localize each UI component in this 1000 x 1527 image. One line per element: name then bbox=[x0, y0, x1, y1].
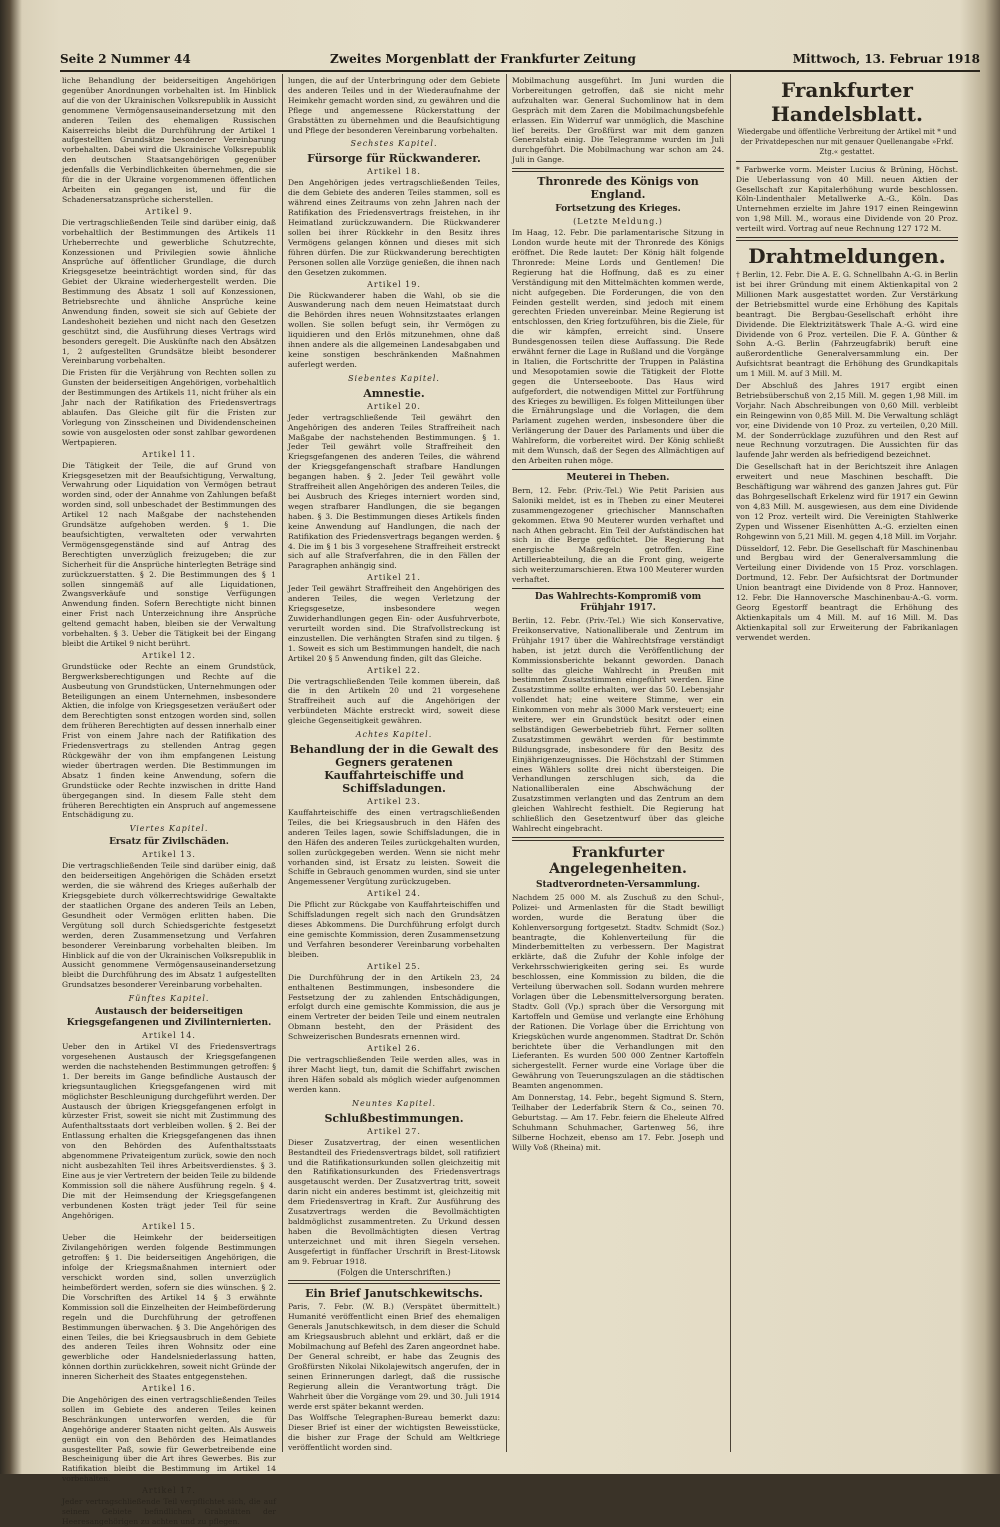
section-heading: Ein Brief Janutschkewitschs. bbox=[305, 1287, 483, 1301]
section-subheading: Fortsetzung des Krieges. bbox=[555, 204, 681, 215]
article-number: Artikel 23. bbox=[367, 797, 421, 807]
section-heading: Meuterei in Theben. bbox=[566, 472, 670, 483]
signature-note: (Folgen die Unterschriften.) bbox=[337, 1268, 451, 1278]
section-heading: Schlußbestimmungen. bbox=[324, 1111, 464, 1125]
chapter-label: Sechstes Kapitel. bbox=[350, 139, 438, 149]
paragraph: Jeder Teil gewährt Straffreiheit den Angehörigen des anderen Teiles, die wegen Verletzung der Kriegsgesetze, insbesondere wegen Zuwiderhandlungen gegen Ein- oder Ausfuhrverbote, verurteilt worden sind. Die Strafvollstreckung ist einzustellen. Die verhängten Strafen sind zu tilgen. § 1. Soweit es sich um Bestimmungen handelt, die nach Artikel 20 § 5 Anwendung finden, gilt das Gleiche. bbox=[288, 584, 500, 663]
article-number: Artikel 24. bbox=[367, 889, 421, 899]
paragraph: Die vertragschließenden Teile sind darüber einig, daß den beiderseitigen Angehörigen die Schäden ersetzt werden, die sie während des Krieges außerhalb der Kriegsgebiete durch völkerrechtswidrige Gewaltakte der staatlichen Organe des anderen Teils an Leben, Gesundheit oder Vermögen erlitten haben. Die Vergütung soll durch Schiedsgerichte festgesetzt werden, deren Zusammensetzung und Verfahren besonderer Vereinbarung vorbehalten bleiben. Im Hinblick auf die von der Ukrainischen Volksrepublik in Aussicht genommene Vermögensauseinandersetzung bleibt die Durchführung des im Absatz 1 aufgestellten Grundsatzes besonderer Vereinbarung vorbehalten. bbox=[62, 861, 276, 990]
paragraph: Ueber den in Artikel VI des Friedensvertrags vorgesehenen Austausch der Kriegsgefangenen werden die nachstehenden Bestimmungen getroffen: § 1. Der bereits im Gange befindliche Austausch der kriegsuntauglichen Kriegsgefangenen wird mit möglichster Beschleunigung durchgeführt werden. Der Austausch der übrigen Kriegsgefangenen erfolgt in kürzester Frist, soweit sie nicht mit Zustimmung des Aufenthaltsstaats dort verbleiben wollen. § 2. Bei der Entlassung erhalten die Kriegsgefangenen das ihnen von den Behörden des Aufenthaltsstaats abgenommene Privateigentum zurück, sowie den noch nicht ausbezahlten Teil ihres Arbeitsverdienstes. § 3. Eine aus je vier Vertretern der beiden Teile zu bildende Kommission soll die nähere Ausführung regeln. § 4. Die mit der Heimsendung der Kriegsgefangenen verbundenen Kosten trägt jeder Teil für seine Angehörigen. bbox=[62, 1042, 276, 1220]
section-rule bbox=[512, 588, 724, 589]
reprint-notice: Wiedergabe und öffentliche Verbreitung der Artikel mit * und der Privatdepeschen nur mit genauer Quellenangabe »Frkf. Ztg.« gestattet. bbox=[737, 128, 957, 156]
article-number: Artikel 21. bbox=[367, 573, 421, 583]
paragraph: Die vertragschließenden Teile sind darüber einig, daß vorbehaltlich der Bestimmungen des Artikels 11 Urheberrechte und gewerbliche Schutzrechte, Konzessionen und Privilegien sowie ähnliche Ansprüche auf öffentlicher Grundlage, die durch Kriegsgesetze beeinträchtigt worden sind, für das Gebiet der Ukraine wiederhergestellt werden. Die Bestimmung des Absatz 1 soll auf Konzessionen, Betriebsrechte und ähnliche Ansprüche keine Anwendung finden, soweit sie sich auf Gebiete der Landeshoheit beziehen und nicht nach den Gesetzen geschützt sind, die Ausführung dieses Vertrags wird besonders geregelt. Die Auskünfte nach den Absätzen 1, 2 aufgestellten Grundsätze bleibt besonderer Vereinbarung vorbehalten. bbox=[62, 217, 276, 366]
paragraph: Kauffahrteischiffe des einen vertragschließenden Teiles, die bei Kriegsausbruch in den Häfen des anderen Teiles lagen, sowie Schiffsladungen, die in den Häfen des anderen Teiles zurückgehalten wurden, sollen zurückgegeben werden. Wenn sie nicht mehr vorhanden sind, ist Ersatz zu leisten. Soweit die Schiffe in Gebrauch genommen wurden, sind sie unter Angemessener Vergütung zurückzugeben. bbox=[288, 808, 500, 887]
paragraph: Die vertragschließenden Teile werden alles, was in ihrer Macht liegt, tun, damit die Schiffahrt zwischen ihren Häfen sobald als möglich wieder aufgenommen werden kann. bbox=[288, 1055, 500, 1094]
paragraph: Im Haag, 12. Febr. Die parlamentarische Sitzung in London wurde heute mit der Thronrede des Königs eröffnet. Die Rede lautet: Der König hält folgende Thronrede: Meine Lords und Gentlemen! Die Regierung hat die Hoffnung, daß es zu einer Verständigung mit den Mittelmächten kommen werde, nicht aufgegeben. Die Forderungen, die von den Feinden gestellt werden, sind jedoch mit einem gerechten Frieden unvereinbar. Meine Regierung ist entschlossen, den Krieg fortzuführen, bis die Ziele, für die wir kämpfen, erreicht sind. Unsere Bundesgenossen teilen diese Auffassung. Die Rede erwähnt ferner die Lage in Rußland und die Vorgänge in Italien, die Fortschritte der Truppen in Palästina und Mesopotamien sowie die Tätigkeit der Flotte gegen die Unterseeboote. Das Haus wird aufgefordert, die notwendigen Mittel zur Fortführung des Krieges zu bewilligen. Es folgen Mitteilungen über die Ernährungslage und die Vorlagen, die dem Parlament zugehen werden, insbesondere über die Verlängerung der Dauer des Parlaments und über die Wahlreform, die vorbereitet wird. Der König schließt mit dem Wunsch, daß der Segen des Allmächtigen auf den Arbeiten ruhen möge. bbox=[512, 228, 724, 465]
column-2 bbox=[288, 76, 500, 1452]
article-number: Artikel 26. bbox=[367, 1044, 421, 1054]
paragraph: Am Donnerstag, 14. Febr., begeht Sigmund S. Stern, Teilhaber der Lederfabrik Stern & Co., seinen 70. Geburtstag. — Am 17. Febr. feiern die Eheleute Alfred Schuhmann Schuhmacher, Gartenweg 56, ihre Silberne Hochzeit, ebenso am 17. Febr. Joseph und Willy Voß (Rheina) mit. bbox=[512, 1093, 724, 1152]
newspaper-edition-title: Zweites Morgenblatt der Frankfurter Zeitung bbox=[330, 52, 636, 66]
paragraph: Die Pflicht zur Rückgabe von Kauffahrteischiffen und Schiffsladungen regelt sich nach den Grundsätzen dieses Abkommens. Die Durchführung erfolgt durch eine gemischte Kommission, deren Zusammensetzung und Verfahren besonderer Vereinbarung vorbehalten bleiben. bbox=[288, 900, 500, 959]
article-number: Artikel 16. bbox=[142, 1384, 196, 1394]
article-number: Artikel 12. bbox=[142, 650, 196, 660]
paragraph: Jeder vertragschließende Teil verpflichtet sich, die auf seinem Gebiete befindlichen Grabstätten der Heeresangehörigen zu achten und zu pflegen. bbox=[62, 1497, 276, 1526]
paragraph: Nachdem 25 000 M. als Zuschuß zu den Schul-, Polizei- und Armenlasten für die Stadt bewilligt worden, wurde die Beratung über die Kohlenversorgung fortgesetzt. Stadtv. Schmidt (Soz.) beantragte, die Kohlenverteilung für die Minderbemittelten zu verbessern. Der Magistrat erklärte, daß die Zufuhr der Kohle infolge der Verkehrsschwierigkeiten gering sei. Es wurde beschlossen, eine Kommission zu bilden, die die Verteilung überwachen soll. Sodann wurden mehrere Vorlagen über die Lebensmittelversorgung beraten. Stadtv. Goll (Vp.) sprach über die Versorgung mit Kartoffeln und Gemüse und verlangte eine Erhöhung der Rationen. Die Vorlage über die Errichtung von Kriegsküchen wurde angenommen. Stadtrat Dr. Schön berichtete über die Verhandlungen mit den Lieferanten. Es wurden 500 000 Zentner Kartoffeln sichergestellt. Ferner wurde eine Vorlage über die Gewährung von Teuerungszulagen an die städtischen Beamten angenommen. bbox=[512, 892, 724, 1091]
issue-date: Mittwoch, 13. Februar 1918 bbox=[792, 52, 980, 66]
section-heading: Fürsorge für Rückwanderer. bbox=[307, 152, 481, 166]
paragraph: * Farbwerke vorm. Meister Lucius & Brüning, Höchst. Die Ueberlassung von 40 Mill. neuen Aktien der Gesellschaft zur Kapitalerhöhung wurde beschlossen. Köln-Lindenthaler Metallwerke A.-G., Köln. Das Unternehmen erzielte im Jahre 1917 einen Reingewinn von 1,98 Mill. M., woraus eine Dividende von 20 Proz. verteilt wird. Vortrag auf neue Rechnung 127 172 M. bbox=[736, 164, 958, 234]
article-number: Artikel 11. bbox=[142, 449, 196, 459]
paragraph: Die Fristen für die Verjährung von Rechten sollen zu Gunsten der beiderseitigen Angehörigen, vorbehaltlich der Bestimmungen des Artikels 11, nicht früher als ein Jahr nach der Ratifikation des Friedensvertrags ablaufen. Das Gleiche gilt für die Fristen zur Vorlegung von Zinsscheinen und Dividendenscheinen sowie von ausgelosten oder sonst zahlbar gewordenen Wertpapieren. bbox=[62, 368, 276, 447]
article-number: Artikel 17. bbox=[142, 1486, 196, 1496]
paragraph: Mobilmachung ausgeführt. Im Juni wurden die Vorbereitungen getroffen, daß sie nicht mehr aufzuhalten war. General Suchomlinow hat in dem Gespräch mit dem Zaren die Mobilmachungsbefehle erlassen. Ein Widerruf war unmöglich, die Maschine lief bereits. Der Großfürst war mit dem ganzen Generalstab einig. Die Telegramme wurden im Juli durchgeführt. Die Mobilmachung war schon am 24. Juli in Gange. bbox=[512, 76, 724, 165]
section-heading: Ersatz für Zivilschäden. bbox=[109, 837, 229, 848]
section-rule bbox=[736, 161, 958, 162]
article-number: Artikel 22. bbox=[367, 665, 421, 675]
paragraph: Bern, 12. Febr. (Priv.-Tel.) Wie Petit Parisien aus Saloniki meldet, ist es in Theben zu einer Meuterei zusammengezogener griechischer Mannschaften gekommen. Etwa 90 Meuterer wurden verhaftet und nach Athen gebracht. Ein Teil der Aufständischen hat sich in die Berge geflüchtet. Die Regierung hat energische Maßregeln getroffen. Eine Artillerieabteilung, die an die Front ging, weigerte sich weiterzumarschieren. Etwa 100 Meuterer wurden verhaftet. bbox=[512, 485, 724, 585]
paragraph: Düsseldorf, 12. Febr. Die Gesellschaft für Maschinenbau und Bergbau wird der Generalversammlung die Verteilung einer Dividende von 15 Proz. vorschlagen. Dortmund, 12. Febr. Der Aufsichtsrat der Dortmunder Union beantragt eine Dividende von 8 Proz. Hannover, 12. Febr. Die Hannoversche Maschinenbau-A.-G. vorm. Georg Egestorff beantragt die Erhöhung des Aktienkapitals um 4 Mill. M. auf 16 Mill. M. Das Aktienkapital soll zur Erweiterung der Fabrikanlagen verwendet werden. bbox=[736, 543, 958, 642]
dateline-note: (Letzte Meldung.) bbox=[573, 217, 663, 227]
article-number: Artikel 9. bbox=[145, 206, 193, 216]
section-title: Drahtmeldungen. bbox=[748, 244, 946, 269]
paragraph: Paris, 7. Febr. (W. B.) (Verspätet übermittelt.) Humanité veröffentlicht einen Brief des ehemaligen Generals Janutschkewitsch, in dem dieser die Schuld am Kriegsausbruch ablehnt und erklärt, daß er die Mobilmachung auf Befehl des Zaren angeordnet habe. Der General schreibt, er habe das Zeugnis des Großfürsten Nikolai Nikolajewitsch angerufen, der in seinen Erinnerungen darlegt, daß die russische Regierung allein die Verantwortung trägt. Die Wahrheit über die Vorgänge vom 29. und 30. Juli 1914 werde erst später bekannt werden. bbox=[288, 1302, 500, 1411]
article-number: Artikel 25. bbox=[367, 961, 421, 971]
article-number: Artikel 27. bbox=[367, 1126, 421, 1136]
column-3 bbox=[512, 76, 724, 1452]
section-subheading: Stadtverordneten-Versammlung. bbox=[536, 879, 700, 890]
masthead-rule bbox=[60, 70, 980, 72]
chapter-label: Achtes Kapitel. bbox=[355, 730, 433, 740]
section-heading: Amnestie. bbox=[363, 386, 425, 400]
paragraph: Das Wolffsche Telegraphen-Bureau bemerkt dazu: Dieser Brief ist einer der wichtigsten Beweisstücke, die bisher zur Frage der Schuld am Weltkriege veröffentlicht worden sind. bbox=[288, 1413, 500, 1453]
section-rule bbox=[736, 237, 958, 241]
paragraph: Die Tätigkeit der Teile, die auf Grund von Kriegsgesetzen mit der Beaufsichtigung, Verwaltung, Verwahrung oder Liquidation von Vermögen betraut worden sind, oder der Annahme von Zahlungen befaßt worden sind, soll unbeschadet der Bestimmungen des Artikel 12 nach Maßgabe der nachstehenden Grundsätze aufgehoben werden. § 1. Die beaufsichtigten, verwalteten oder verwahrten Vermögensgegenstände sind auf Antrag des Berechtigten unverzüglich freizugeben; die zur Sicherheit für die Ansprüche hinterlegten Beträge sind zurückzuerstatten. § 2. Die Bestimmungen des § 1 sollen sinngemäß auf alle Liquidationen, Zwangsverkäufe und sonstige Verfügungen Anwendung finden. Sofern Berechtigte nicht binnen einer Frist nach Unterzeichnung ihre Ansprüche geltend gemacht haben, bleiben sie der Verwaltung vorbehalten. § 3. Ueber die Tätigkeit bei der Eingang bleibt die Artikel 9 nicht berührt. bbox=[62, 460, 276, 648]
column-divider bbox=[282, 74, 283, 1452]
section-heading: Frankfurter Angelegenheiten. bbox=[549, 844, 687, 877]
section-rule bbox=[288, 1280, 500, 1284]
section-rule bbox=[512, 469, 724, 470]
section-heading: Austausch der beiderseitigen Kriegsgefangenen und Zivilinternierten. bbox=[66, 1007, 272, 1029]
paragraph: lungen, die auf der Unterbringung oder dem Gebiete des anderen Teiles und in der Wiederaufnahme der Heimkehr gemacht worden sind, zu gewähren und die Pflege und angemessene Rückerstattung der Grabstätten zu übernehmen und die Beaufsichtigung und Pflege der besonderen Vereinbarung vorbehalten. bbox=[288, 76, 500, 135]
paragraph: Dieser Zusatzvertrag, der einen wesentlichen Bestandteil des Friedensvertrags bildet, soll ratifiziert und die Ratifikationsurkunden sollen gleichzeitig mit den Ratifikationsurkunden des Friedensvertrags ausgetauscht werden. Der Zusatzvertrag tritt, soweit darin nicht ein anderes bestimmt ist, gleichzeitig mit dem Friedensvertrag in Kraft. Zur Ausführung des Zusatzvertrags werden die Bevollmächtigten baldmöglichst zusammentreten. Zu Urkund dessen haben die Bevollmächtigten diesen Vertrag unterzeichnet und mit ihren Siegeln versehen. Ausgefertigt in fünffacher Urschrift in Brest-Litowsk am 9. Februar 1918. bbox=[288, 1137, 500, 1266]
section-heading: Behandlung der in die Gewalt des Gegners geratenen Kauffahrteischiffe und Schiffsladungen. bbox=[289, 743, 499, 796]
chapter-label: Siebentes Kapitel. bbox=[348, 373, 440, 383]
paragraph: Grundstücke oder Rechte an einem Grundstück, Bergwerksberechtigungen und Rechte auf die Ausbeutung von Grundstücken, Unternehmungen oder Beteiligungen an einem Unternehmen, insbesondere Aktien, die infolge von Kriegsgesetzen veräußert oder dem Berechtigten sonst entzogen worden sind, sollen dem früheren Berechtigten auf dessen innerhalb einer Frist von einem Jahre nach der Ratifikation des Friedensvertrags zu stellenden Antrag gegen Rückgewähr der von ihm empfangenen Leistung wieder übertragen werden. Die Bestimmungen im Absatz 1 finden keine Anwendung, sofern die Grundstücke oder Rechte inzwischen in dritte Hand übergegangen sind. In diesem Falle steht dem früheren Berechtigten ein Anspruch auf angemessene Entschädigung zu. bbox=[62, 661, 276, 820]
paragraph: Ueber die Heimkehr der beiderseitigen Zivilangehörigen werden folgende Bestimmungen getroffen: § 1. Die beiderseitigen Angehörigen, die infolge der Kriegsmaßnahmen interniert oder verschickt worden sind, sollen unverzüglich heimbefördert werden, sofern sie dies wünschen. § 2. Die Vorschriften des Artikel 14 § 3 erwähnte Kommission soll die Einzelheiten der Heimbeförderung regeln und die Durchführung der getroffenen Bestimmungen überwachen. § 3. Die Angehörigen des einen Teiles, die bei Kriegsausbruch in dem Gebiete des anderen Teiles ihren Wohnsitz oder eine gewerbliche oder Handelsniederlassung hatten, können dorthin zurückkehren, soweit nicht Gründe der inneren Sicherheit des Staates entgegenstehen. bbox=[62, 1233, 276, 1382]
column-4 bbox=[736, 76, 958, 1452]
paragraph: Berlin, 12. Febr. (Priv.-Tel.) Wie sich Konservative, Freikonservative, Nationalliberale und Zentrum im Frühjahr 1917 über die Wahlrechtsfrage verständigt haben, ist jetzt durch die Veröffentlichung der Kommissionsberichte bekannt geworden. Danach sollte das gleiche Wahlrecht in Preußen mit bestimmten Zusatzstimmen eingeführt werden. Eine Zusatzstimme sollte erhalten, wer das 50. Lebensjahr vollendet hat; eine weitere Stimme, wer ein Einkommen von mehr als 3000 Mark versteuert; eine weitere, wer ein Grundstück besitzt oder einen selbständigen Gewerbebetrieb führt. Ferner sollten Zusatzstimmen gewährt werden für bestimmte Bildungsgrade, insbesondere für den Besitz des Einjährigenzeugnisses. Die Höchstzahl der Stimmen eines Wählers sollte drei nicht übersteigen. Die Verhandlungen zerschlugen sich, da die Nationalliberalen eine Abschwächung der Zusatzstimmen verlangten und das Zentrum an dem gleichen Wahlrecht festhielt. Die Regierung hat schließlich den Gesetzentwurf über das gleiche Wahlrecht eingebracht. bbox=[512, 615, 724, 833]
section-title: Frankfurter Handelsblatt. bbox=[771, 78, 923, 126]
paragraph: † Berlin, 12. Febr. Die A. E. G. Schnellbahn A.-G. in Berlin ist bei ihrer Gründung mit einem Aktienkapital von 2 Millionen Mark ausgestattet worden. Zur Verstärkung der Betriebsmittel wurde eine Erhöhung des Kapitals beantragt. Die Bergbau-Gesellschaft erhöht ihre Dividende. Die Elektrizitätswerk Thale A.-G. wird eine Dividende von 6 Proz. verteilen. Die F. A. Günther & Sohn A.-G. Berlin (Fahrzeugfabrik) beruft eine außerordentliche Generalversammlung ein. Der Aufsichtsrat beantragt die Erhöhung des Grundkapitals um 1 Mill. M. auf 3 Mill. M. bbox=[736, 270, 958, 379]
paragraph: liche Behandlung der beiderseitigen Angehörigen gegenüber Anordnungen vorbehalten ist. Im Hinblick auf die von der Ukrainischen Volksrepublik in Aussicht genommene Vermögensauseinandersetzung mit den anderen Teilen des ehemaligen Russischen Kaiserreichs bleibt die Durchführung der Artikel 1 aufgestellten Grundsätze besonderer Vereinbarung vorbehalten. Dabei wird die Ukrainische Volksrepublik den deutschen Staatsangehörigen gegenüber jedenfalls die Verbindlichkeiten übernehmen, die sie für die in der Ukraine vorgenommenen öffentlichen Arbeiten ein gegangen ist, und für die Schadenersatzansprüche sicherstellen. bbox=[62, 76, 276, 204]
article-number: Artikel 19. bbox=[367, 279, 421, 289]
chapter-label: Viertes Kapitel. bbox=[129, 824, 209, 834]
article-number: Artikel 15. bbox=[142, 1222, 196, 1232]
paragraph: Der Abschluß des Jahres 1917 ergibt einen Betriebsüberschuß von 2,15 Mill. M. gegen 1,98 Mill. im Vorjahr. Nach Abschreibungen von 0,60 Mill. verbleibt ein Reingewinn von 0,85 Mill. M. Die Verwaltung schlägt vor, eine Dividende von 10 Proz. zu verteilen, 0,20 Mill. M. der Sonderrücklage zuzuführen und den Rest auf neue Rechnung vorzutragen. Die Aussichten für das laufende Jahr werden als befriedigend bezeichnet. bbox=[736, 381, 958, 460]
page-number: Seite 2 Nummer 44 bbox=[60, 52, 191, 66]
paragraph: Den Angehörigen jedes vertragschließenden Teiles, die dem Gebiete des anderen Teiles stammen, soll es während eines Zeitraums von zehn Jahren nach der Ratifikation des Friedensvertrags freistehen, in ihr Heimatland zurückzuwandern. Die Rückwanderer sollen bei ihrer Rückkehr in den Besitz ihres Vermögens gelangen können und dieses mit sich führen dürfen. Die zur Rückwanderung berechtigten Personen sollen alle Vorzüge genießen, die ihnen nach den Gesetzen zukommen. bbox=[288, 178, 500, 277]
section-heading: Thronrede des Königs von England. bbox=[537, 175, 699, 202]
chapter-label: Neuntes Kapitel. bbox=[351, 1098, 437, 1108]
article-number: Artikel 14. bbox=[142, 1031, 196, 1041]
masthead bbox=[60, 52, 980, 68]
paragraph: Die Durchführung der in den Artikeln 23, 24 enthaltenen Bestimmungen, insbesondere die Festsetzung der zu zahlenden Entschädigungen, erfolgt durch eine gemischte Kommission, die aus je einem Vertreter der beiden Teile und einem neutralen Obmann besteht, den der Präsident des Schweizerischen Bundesrats ernennen wird. bbox=[288, 972, 500, 1042]
paragraph: Die vertragschließenden Teile kommen überein, daß die in den Artikeln 20 und 21 vorgesehene Straffreiheit auch auf die Angehörigen der verbündeten Mächte erstreckt wird, soweit diese gleiche Gegenseitigkeit gewähren. bbox=[288, 676, 500, 726]
paragraph: Die Gesellschaft hat in der Berichtszeit ihre Anlagen erweitert und neue Maschinen beschafft. Die Beschäftigung war während des ganzen Jahres gut. Für das Bohrgesellschaft Erkelenz wird für 1917 ein Gewinn von 4,83 Mill. M. ausgewiesen, aus dem eine Dividende von 12 Proz. verteilt wird. Die Vereinigten Stahlwerke Zypen und Wissener Eisenhütten A.-G. erzielten einen Rohgewinn von 5,21 Mill. M. gegen 4,18 Mill. im Vorjahr. bbox=[736, 462, 958, 541]
article-number: Artikel 13. bbox=[142, 850, 196, 860]
section-rule bbox=[512, 168, 724, 172]
paragraph: Die Angehörigen des einen vertragschließenden Teiles sollen im Gebiete des anderen Teiles keinen Beschränkungen unterworfen werden, die für Angehörige anderer Staaten nicht gelten. Als Ausweis genügt ein von den Behörden des Heimatlandes ausgestellter Paß, sowie für Gewerbetreibende eine Bescheinigung über die Art ihres Gewerbes. Bis zur Ratifikation bleibt die Bestimmung im Artikel 14 vorbehalten. bbox=[62, 1395, 276, 1484]
chapter-label: Fünftes Kapitel. bbox=[128, 994, 210, 1004]
article-number: Artikel 20. bbox=[367, 401, 421, 411]
paragraph: Die Rückwanderer haben die Wahl, ob sie die Auswanderung nach dem neuen Heimatstaat durch die Behörden ihres neuen Wohnsitzstaates erlangen wollen. Sie sollen befugt sein, ihr Vermögen zu liquidieren und den Erlös mitzunehmen, ohne daß ihnen andere als die allgemeinen Landesabgaben und keine sonstigen beschränkenden Maßnahmen auferlegt werden. bbox=[288, 290, 500, 369]
column-divider bbox=[730, 74, 731, 1452]
column-1 bbox=[62, 76, 276, 1526]
article-number: Artikel 18. bbox=[367, 167, 421, 177]
section-heading: Das Wahlrechts-Kompromiß vom Frühjahr 1917. bbox=[534, 591, 702, 613]
paragraph: Jeder vertragschließende Teil gewährt den Angehörigen des anderen Teiles Straffreiheit nach Maßgabe der nachstehenden Bestimmungen. § 1. Jeder Teil gewährt volle Straffreiheit den Kriegsgefangenen des anderen Teiles, die während der Kriegsgefangenschaft strafbare Handlungen begangen haben. § 2. Jeder Teil gewährt volle Straffreiheit allen Angehörigen des anderen Teiles, die bei Ausbruch des Krieges interniert worden sind, wegen strafbarer Handlungen, die sie begangen haben. § 3. Die Bestimmungen dieses Artikels finden keine Anwendung auf Handlungen, die nach der Ratifikation des Friedensvertrags begangen werden. § 4. Die im § 1 bis 3 vorgesehene Straffreiheit erstreckt sich auf alle Strafverfahren, die in den Fällen der Paragraphen anhängig sind. bbox=[288, 412, 500, 571]
column-divider bbox=[506, 74, 507, 1452]
section-rule bbox=[512, 837, 724, 841]
